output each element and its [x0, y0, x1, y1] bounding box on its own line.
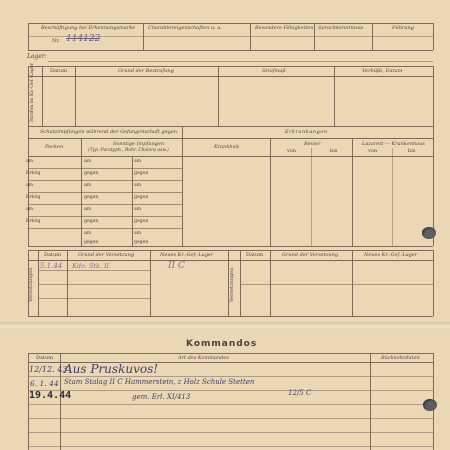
- rule: [392, 148, 393, 246]
- punishments-section-label: Strafen im Kr.-Gef.-Lager: [30, 63, 35, 122]
- rule: [28, 76, 433, 77]
- rule: [28, 66, 29, 126]
- rule: [28, 418, 433, 419]
- kommando-text-3: gem. Erl. XI/413: [132, 393, 191, 401]
- rule: [352, 138, 353, 246]
- illness-name-header: Krankheit: [214, 144, 240, 150]
- rule: [28, 316, 433, 317]
- header-skills-label: Besondere Fähigkeiten: [255, 25, 314, 31]
- rule: [334, 66, 335, 126]
- rule: [38, 250, 39, 316]
- transfers-date-header: Datum: [44, 252, 61, 258]
- header-nr-label: Nr.: [52, 38, 60, 44]
- vacc-other-gegen: gegen: [134, 195, 149, 200]
- rule: [75, 66, 76, 126]
- illness-lazarett-bis: bis: [408, 148, 416, 154]
- kommandos-title: Kommandos: [186, 339, 258, 349]
- rule: [28, 66, 433, 67]
- transfer-entry-date: 5.1.44: [40, 262, 63, 270]
- vacc-other-gegen: gegen: [134, 171, 149, 176]
- vaccinations-title: Schutzimpfungen während der Gefangenschaft gegen: [40, 129, 178, 135]
- rule: [150, 250, 151, 316]
- illness-title: Erkrankungen: [285, 129, 328, 135]
- rule: [28, 138, 433, 139]
- rule: [42, 66, 43, 126]
- transfers-reason-header: Grund der Versetzung: [78, 252, 135, 258]
- kommando-note: 12/5 C: [288, 389, 312, 397]
- rule: [311, 148, 312, 246]
- vacc-other-am: am: [84, 231, 92, 236]
- vacc-other-gegen: gegen: [134, 219, 149, 224]
- transfer-entry-reason: Kdo. Stk. II: [72, 262, 110, 270]
- rule: [28, 50, 433, 51]
- rule: [433, 250, 434, 316]
- vacc-row-erfolg: Erfolg: [26, 195, 41, 200]
- rule: [28, 250, 433, 251]
- rule: [240, 284, 433, 285]
- vacc-other-am: am: [134, 159, 142, 164]
- rule: [28, 216, 182, 217]
- rule: [28, 204, 182, 205]
- camp-label: Lager:: [27, 53, 47, 60]
- rule: [240, 250, 241, 316]
- rule: [28, 260, 433, 261]
- rule: [433, 66, 434, 126]
- rule: [28, 432, 433, 433]
- rule: [28, 168, 182, 169]
- kommandos-return-header: Rückkehrdaten: [381, 355, 420, 361]
- rule: [28, 390, 433, 391]
- vacc-other-am: am: [84, 183, 92, 188]
- kommando-date-2: 6. 1. 44: [30, 379, 59, 388]
- transfer-entry-camp: II C: [168, 261, 185, 271]
- rule: [352, 250, 353, 316]
- vaccinations-pocken-header: Pocken: [45, 144, 64, 150]
- rule: [270, 138, 271, 246]
- header-conduct-label: Führung: [392, 25, 414, 31]
- illness-lazarett-von: von: [368, 148, 378, 154]
- punishments-date-header: Datum: [50, 68, 67, 74]
- header-profession-label: Beschäftigung bei Erkennungsmarke: [41, 25, 136, 31]
- rule: [370, 353, 371, 450]
- transfers-left-label: Versetzungen: [28, 267, 34, 302]
- illness-lazarett-header: Lazarett — Krankenhaus: [362, 141, 425, 147]
- header-languages-label: Sprachkenntnisse: [318, 25, 364, 31]
- rule: [28, 156, 433, 157]
- rule: [28, 180, 182, 181]
- vacc-other-gegen: gegen: [84, 219, 99, 224]
- transfers-right-date-header: Datum: [246, 252, 263, 258]
- transfers-right-camp-header: Neues Kr.-Gef.-Lager: [364, 252, 418, 258]
- kommando-text-2: Stam Stalag II C Hammerstein, z Holz Schule Stetten: [64, 378, 255, 386]
- rule: [28, 404, 433, 405]
- kommandos-type-header: Art des Kommandos: [178, 355, 229, 361]
- punch-hole: [423, 399, 437, 411]
- illness-revier-von: von: [287, 148, 297, 154]
- rule: [28, 353, 433, 354]
- vacc-other-gegen: gegen: [134, 240, 149, 245]
- rule: [38, 284, 150, 285]
- vacc-row-am: am: [26, 207, 34, 212]
- rule: [270, 250, 271, 316]
- vacc-other-am: am: [134, 183, 142, 188]
- paper-fold: [0, 322, 450, 330]
- rule: [28, 192, 182, 193]
- kommando-date-1: 12/12. 43: [29, 365, 68, 374]
- transfers-right-reason-header: Grund der Versetzung: [282, 252, 339, 258]
- vacc-other-gegen: gegen: [84, 171, 99, 176]
- vacc-other-am: am: [84, 159, 92, 164]
- vacc-row-am: am: [26, 183, 34, 188]
- rule: [182, 126, 183, 246]
- rule: [433, 23, 434, 50]
- vacc-other-gegen: gegen: [84, 240, 99, 245]
- vaccinations-other-sub: (Typ.-Paratyph., Ruhr, Cholera usw.): [88, 148, 169, 153]
- rule: [28, 446, 433, 447]
- vacc-row-am: am: [26, 159, 34, 164]
- rule: [38, 270, 150, 271]
- transfers-camp-header: Neues Kr.-Gef.-Lager: [160, 252, 214, 258]
- kommando-text-1: Aus Pruskuvos!: [64, 362, 159, 376]
- transfers-right-label: Versetzungen: [229, 267, 235, 302]
- illness-revier-bis: bis: [330, 148, 338, 154]
- vaccinations-other-header: Sonstige Impfungen: [113, 141, 165, 147]
- header-nr-value: 114122: [66, 34, 101, 44]
- vacc-other-am: am: [84, 207, 92, 212]
- punishments-served-header: Verbüßt, Datum: [362, 68, 403, 74]
- punishments-reason-header: Grund der Bestrafung: [118, 68, 174, 74]
- rule: [132, 156, 133, 246]
- rule: [38, 298, 150, 299]
- vacc-row-erfolg: Erfolg: [26, 171, 41, 176]
- punch-hole: [422, 227, 436, 239]
- rule: [28, 228, 182, 229]
- rule: [28, 376, 433, 377]
- kommando-date-3: 19.4.44: [29, 390, 72, 401]
- vacc-other-am: am: [134, 231, 142, 236]
- rule: [28, 126, 433, 127]
- vacc-other-am: am: [134, 207, 142, 212]
- rule: [67, 250, 68, 316]
- kommandos-date-header: Datum: [36, 355, 53, 361]
- header-traits-label: Charaktereigenschaften u. a.: [148, 25, 222, 31]
- rule: [218, 66, 219, 126]
- vacc-other-gegen: gegen: [84, 195, 99, 200]
- vacc-row-erfolg: Erfolg: [26, 219, 41, 224]
- punishments-penalty-header: Strafmaß: [262, 68, 286, 74]
- illness-revier-header: Revier: [304, 141, 321, 147]
- rule: [28, 246, 433, 247]
- rule: [48, 61, 433, 62]
